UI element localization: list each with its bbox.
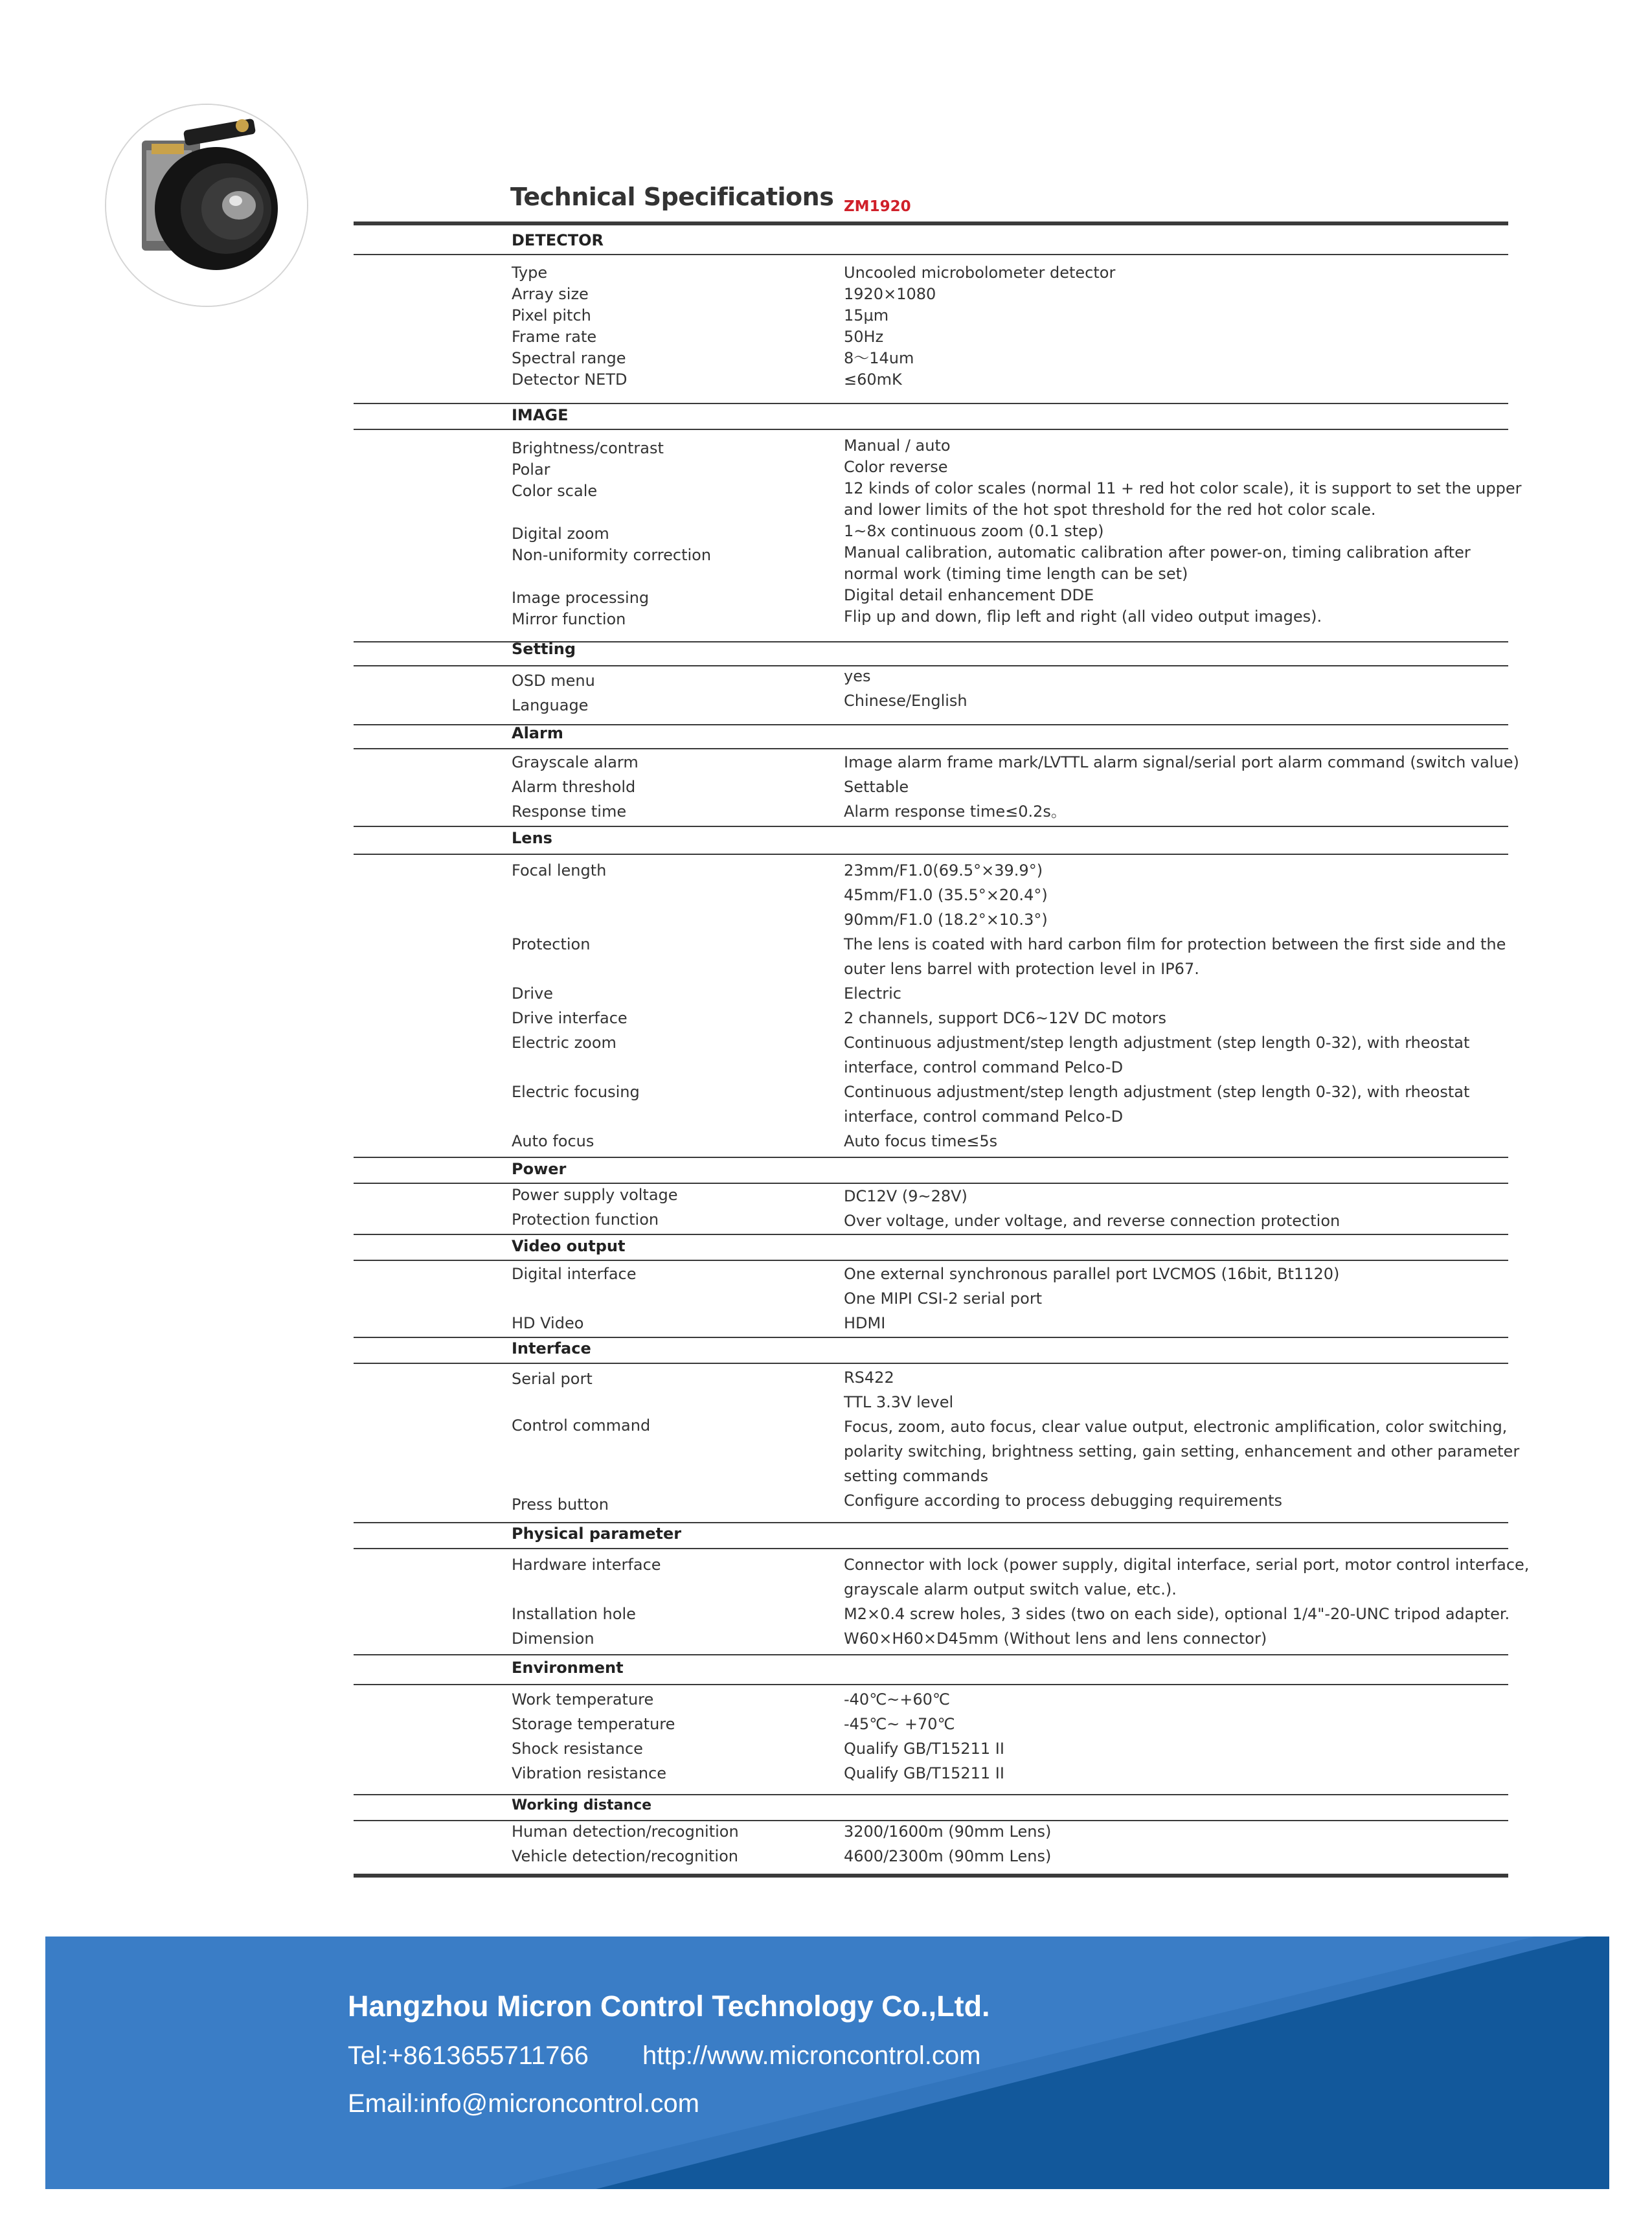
spec-label: Color scale [512, 482, 598, 500]
section-heading-alarm: Alarm [512, 724, 563, 742]
spec-label: Type [512, 264, 548, 282]
spec-value: W60×H60×D45mm (Without lens and lens connector) [844, 1630, 1267, 1648]
spec-label: Shock resistance [512, 1740, 643, 1758]
email-link[interactable]: Email:info@microncontrol.com [348, 2089, 699, 2118]
section-rule [354, 748, 1508, 749]
section-rule [354, 826, 1508, 827]
spec-value: Color reverse [844, 458, 948, 476]
spec-value: Connector with lock (power supply, digital interface, serial port, motor control interface, [844, 1556, 1530, 1574]
spec-value: Alarm response time≤0.2s。 [844, 802, 1067, 821]
section-rule [354, 1363, 1508, 1364]
spec-value: Auto focus time≤5s [844, 1132, 998, 1150]
spec-label: Grayscale alarm [512, 753, 639, 771]
spec-label: Digital interface [512, 1265, 637, 1283]
thermal-camera-icon [106, 105, 307, 306]
footer-banner [45, 1936, 1609, 2189]
section-rule [354, 665, 1508, 666]
spec-value: -40℃~+60℃ [844, 1690, 950, 1709]
spec-label: Storage temperature [512, 1715, 675, 1733]
spec-value: 1920×1080 [844, 285, 936, 303]
spec-value: setting commands [844, 1467, 989, 1485]
spec-value: Qualify GB/T15211 II [844, 1740, 1004, 1758]
spec-value: TTL 3.3V level [844, 1393, 954, 1411]
spec-label: Focal length [512, 861, 607, 880]
spec-value: 4600/2300m (90mm Lens) [844, 1847, 1052, 1865]
spec-value: 90mm/F1.0 (18.2°×10.3°) [844, 911, 1048, 929]
spec-value: Configure according to process debugging requirements [844, 1492, 1282, 1510]
spec-value: 3200/1600m (90mm Lens) [844, 1823, 1052, 1841]
company-name: Hangzhou Micron Control Technology Co.,Ltd. [348, 1990, 990, 2023]
spec-value: Continuous adjustment/step length adjustment (step length 0-32), with rheostat [844, 1034, 1470, 1052]
spec-label: Spectral range [512, 349, 626, 367]
spec-value: Continuous adjustment/step length adjustment (step length 0-32), with rheostat [844, 1083, 1470, 1101]
section-heading-working-distance: Working distance [512, 1797, 652, 1813]
spec-value: 45mm/F1.0 (35.5°×20.4°) [844, 886, 1048, 904]
website-link[interactable]: http://www.microncontrol.com [642, 2041, 981, 2070]
spec-value: M2×0.4 screw holes, 3 sides (two on each side), optional 1/4"-20-UNC tripod adapter. [844, 1605, 1510, 1623]
section-rule [354, 854, 1508, 855]
section-heading-image: IMAGE [512, 406, 569, 424]
spec-label: Response time [512, 802, 627, 821]
spec-value: Manual calibration, automatic calibration after power-on, timing calibration after [844, 543, 1471, 562]
spec-value: Flip up and down, flip left and right (all video output images). [844, 608, 1322, 626]
section-heading-setting: Setting [512, 640, 576, 658]
spec-label: Array size [512, 285, 589, 303]
spec-value: interface, control command Pelco-D [844, 1107, 1124, 1126]
spec-value: Electric [844, 984, 901, 1003]
spec-label: Non-uniformity correction [512, 546, 712, 564]
section-rule [354, 1337, 1508, 1338]
spec-value: normal work (timing time length can be set) [844, 565, 1188, 583]
section-rule [354, 1654, 1508, 1655]
spec-label: Press button [512, 1495, 609, 1514]
spec-value: 12 kinds of color scales (normal 11 + red hot color scale), it is support to set the upper [844, 479, 1522, 497]
section-heading-lens: Lens [512, 829, 552, 847]
spec-label: Drive [512, 984, 553, 1003]
section-rule [354, 403, 1508, 404]
section-rule [354, 1522, 1508, 1523]
page-title: Technical Specifications [510, 183, 834, 211]
spec-value: polarity switching, brightness setting, gain setting, enhancement and other parameter [844, 1442, 1520, 1460]
section-rule [354, 1684, 1508, 1685]
section-rule [354, 254, 1508, 255]
spec-value: ≤60mK [844, 370, 902, 389]
spec-label: Hardware interface [512, 1556, 661, 1574]
section-heading-video-output: Video output [512, 1237, 626, 1255]
section-rule [354, 1548, 1508, 1549]
contact-tel: Tel:+8613655711766 [348, 2041, 589, 2070]
section-rule [354, 429, 1508, 430]
spec-value: Image alarm frame mark/LVTTL alarm signal/serial port alarm command (switch value) [844, 753, 1519, 771]
spec-label: Digital zoom [512, 525, 609, 543]
spec-label: Control command [512, 1416, 651, 1435]
spec-value: interface, control command Pelco-D [844, 1058, 1124, 1076]
spec-value: Over voltage, under voltage, and reverse connection protection [844, 1212, 1341, 1230]
section-heading-environment: Environment [512, 1659, 624, 1677]
spec-value: Qualify GB/T15211 II [844, 1764, 1004, 1782]
spec-label: Frame rate [512, 328, 597, 346]
spec-label: Auto focus [512, 1132, 594, 1150]
section-rule [354, 1794, 1508, 1795]
section-heading-detector: DETECTOR [512, 231, 604, 249]
spec-label: Power supply voltage [512, 1186, 678, 1204]
spec-value: Focus, zoom, auto focus, clear value output, electronic amplification, color switching, [844, 1418, 1508, 1436]
section-rule [354, 1234, 1508, 1235]
spec-value: Chinese/English [844, 692, 967, 710]
spec-value: One external synchronous parallel port LVCMOS (16bit, Bt1120) [844, 1265, 1340, 1283]
spec-value: 1~8x continuous zoom (0.1 step) [844, 522, 1104, 540]
spec-value: 50Hz [844, 328, 884, 346]
spec-value: Uncooled microbolometer detector [844, 264, 1116, 282]
spec-label: Image processing [512, 589, 650, 607]
spec-label: Protection function [512, 1210, 659, 1229]
spec-label: Mirror function [512, 610, 626, 628]
section-rule [354, 1157, 1508, 1158]
section-rule [354, 1183, 1508, 1184]
spec-value: grayscale alarm output switch value, etc.). [844, 1580, 1177, 1598]
model-number: ZM1920 [844, 198, 911, 215]
spec-label: Vibration resistance [512, 1764, 667, 1782]
top-rule [354, 221, 1508, 225]
section-heading-power: Power [512, 1160, 567, 1178]
spec-label: Work temperature [512, 1690, 654, 1709]
spec-value: outer lens barrel with protection level in IP67. [844, 960, 1199, 978]
spec-label: OSD menu [512, 672, 595, 690]
bottom-rule [354, 1874, 1508, 1878]
spec-label: Serial port [512, 1370, 593, 1388]
spec-label: Human detection/recognition [512, 1823, 739, 1841]
spec-value: 8～14um [844, 349, 914, 367]
section-heading-interface: Interface [512, 1339, 591, 1357]
spec-value: 23mm/F1.0(69.5°×39.9°) [844, 861, 1043, 880]
spec-label: Electric zoom [512, 1034, 617, 1052]
spec-value: Digital detail enhancement DDE [844, 586, 1094, 604]
spec-label: Language [512, 696, 589, 714]
spec-value: yes [844, 667, 871, 685]
spec-value: -45℃~ +70℃ [844, 1715, 955, 1733]
spec-label: Pixel pitch [512, 306, 591, 324]
spec-value: Manual / auto [844, 437, 951, 455]
spec-value: The lens is coated with hard carbon film for protection between the first side and the [844, 935, 1506, 953]
spec-label: Drive interface [512, 1009, 628, 1027]
section-rule [354, 1260, 1508, 1261]
spec-value: DC12V (9~28V) [844, 1187, 967, 1205]
spec-value: 15μm [844, 306, 889, 324]
spec-value: HDMI [844, 1314, 886, 1332]
spec-label: Dimension [512, 1630, 594, 1648]
spec-label: Vehicle detection/recognition [512, 1847, 738, 1865]
spec-label: HD Video [512, 1314, 584, 1332]
spec-value: RS422 [844, 1369, 894, 1387]
spec-label: Installation hole [512, 1605, 636, 1623]
section-heading-physical: Physical parameter [512, 1525, 682, 1543]
spec-label: Brightness/contrast [512, 439, 664, 457]
spec-value: One MIPI CSI-2 serial port [844, 1289, 1043, 1308]
spec-value: and lower limits of the hot spot threshold for the red hot color scale. [844, 501, 1376, 519]
product-image [105, 104, 308, 307]
spec-value: 2 channels, support DC6~12V DC motors [844, 1009, 1166, 1027]
spec-value: Settable [844, 778, 909, 796]
spec-label: Electric focusing [512, 1083, 640, 1101]
spec-label: Alarm threshold [512, 778, 636, 796]
spec-label: Detector NETD [512, 370, 628, 389]
spec-label: Polar [512, 460, 550, 479]
spec-label: Protection [512, 935, 591, 953]
